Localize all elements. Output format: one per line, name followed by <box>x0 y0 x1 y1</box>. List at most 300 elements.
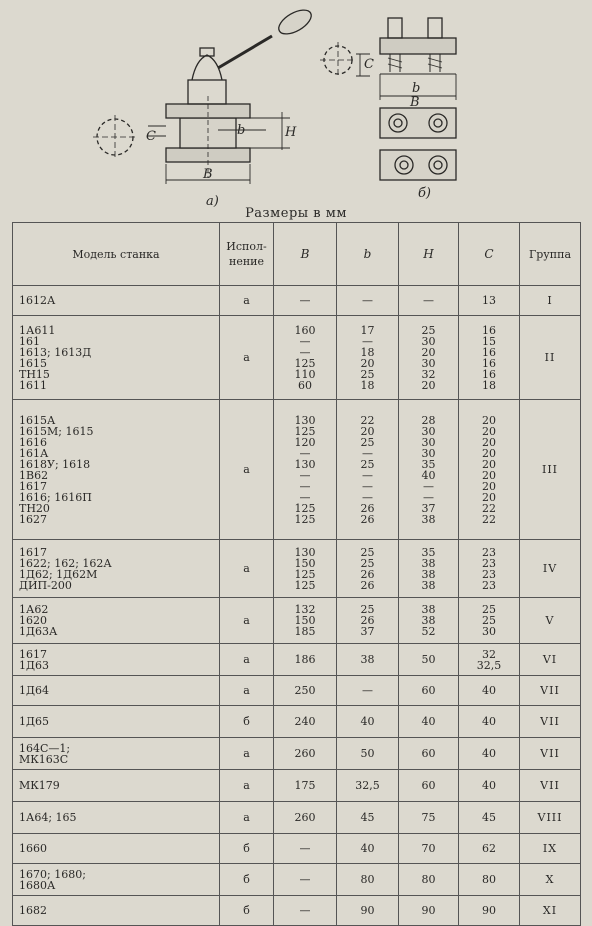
cell-model <box>13 540 220 598</box>
cell-b-value: — <box>362 479 373 493</box>
cell-b-value: 40 <box>360 842 375 855</box>
table-caption: Размеры в мм <box>245 206 347 221</box>
cell-group: IV <box>520 540 581 598</box>
header-row <box>13 223 581 286</box>
cell-C-value: 22 <box>482 501 496 515</box>
cell-model-value: 1Д63 <box>19 658 49 672</box>
cell-H-value: 38 <box>421 567 436 581</box>
dim-B-a: B <box>203 167 213 182</box>
table-row <box>13 896 581 926</box>
cell-model-value: 161А <box>19 446 49 460</box>
cell-execution: а <box>220 676 274 706</box>
table-row <box>13 400 581 540</box>
cell-H-value: 90 <box>421 904 436 917</box>
cell-C-value: 15 <box>482 334 496 348</box>
cell-b-value: 25 <box>360 367 375 381</box>
cell-execution: б <box>220 706 274 738</box>
cell-C-value: 40 <box>482 779 496 792</box>
cell-b-value: — <box>362 684 373 697</box>
cell-C <box>459 896 520 926</box>
table-row <box>13 864 581 896</box>
cell-model <box>13 864 220 896</box>
cell-B-value: — <box>299 490 311 504</box>
cell-model-value: 1Д63А <box>19 625 58 638</box>
cell-b <box>337 676 399 706</box>
cell-H-value: — <box>423 294 434 307</box>
cell-H <box>399 834 459 864</box>
cell-group: III <box>520 400 581 540</box>
dim-B-b: B <box>410 95 420 110</box>
cell-model-value: 1615А <box>19 413 56 427</box>
cell-C-value: 16 <box>482 345 496 359</box>
cell-b-value: 20 <box>360 356 375 370</box>
cell-b <box>337 598 399 644</box>
cell-H <box>399 676 459 706</box>
cell-C <box>459 286 520 316</box>
cell-model-value: 1682 <box>19 904 47 917</box>
cell-execution: а <box>220 802 274 834</box>
dim-b-b: b <box>412 81 421 96</box>
cell-b <box>337 540 399 598</box>
cell-C <box>459 676 520 706</box>
cell-b-value: 80 <box>360 873 375 886</box>
cell-C-value: 30 <box>482 625 496 638</box>
cell-C-value: 80 <box>482 873 496 886</box>
cell-H <box>399 802 459 834</box>
cell-execution: а <box>220 598 274 644</box>
cell-model <box>13 802 220 834</box>
table-row <box>13 802 581 834</box>
table-row <box>13 598 581 644</box>
cell-H <box>399 540 459 598</box>
cell-model-value: 1615 <box>19 356 47 370</box>
cell-b-value: — <box>362 468 373 482</box>
cell-C-value: 32 <box>482 647 496 661</box>
cell-H <box>399 598 459 644</box>
cell-C-value: 20 <box>482 490 496 504</box>
cell-model <box>13 400 220 540</box>
cell-H-value: 30 <box>421 424 436 438</box>
cell-model-value: 1618У; 1618 <box>19 457 91 471</box>
cell-B-value: 120 <box>294 435 316 449</box>
cell-model-value: 1617 <box>19 479 47 493</box>
cell-B <box>274 316 337 400</box>
tool-post-figure-b <box>320 18 456 180</box>
header-group: Группа <box>520 223 581 286</box>
cell-b-value: 26 <box>360 512 375 526</box>
cell-B <box>274 802 337 834</box>
cell-B-value: 125 <box>294 356 316 370</box>
cell-C-value: 23 <box>482 545 496 559</box>
cell-B <box>274 864 337 896</box>
cell-model-value: 1620 <box>19 614 47 627</box>
cell-H <box>399 400 459 540</box>
cell-H-value: 30 <box>421 435 436 449</box>
cell-C <box>459 864 520 896</box>
cell-model <box>13 706 220 738</box>
cell-b-value: 32,5 <box>355 779 380 792</box>
table-row <box>13 834 581 864</box>
cell-b <box>337 834 399 864</box>
cell-H-value: 32 <box>421 367 436 381</box>
table-row <box>13 316 581 400</box>
cell-b-value: — <box>362 294 373 307</box>
cell-b-value: 18 <box>360 378 375 392</box>
cell-C <box>459 738 520 770</box>
cell-C-value: 20 <box>482 468 496 482</box>
cell-C-value: 16 <box>482 367 496 381</box>
cell-H-value: 37 <box>421 501 436 515</box>
table-row <box>13 676 581 706</box>
cell-B-value: 130 <box>294 413 316 427</box>
cell-model-value: ТН15 <box>19 367 50 381</box>
cell-B-value: 125 <box>294 512 316 526</box>
header-B: B <box>274 223 337 286</box>
cell-group: XI <box>520 896 581 926</box>
tool-holder-drawing <box>0 0 592 205</box>
cell-model-value: 1660 <box>19 842 47 855</box>
cell-B-value: 60 <box>298 378 312 392</box>
cell-C-value: 16 <box>482 323 496 337</box>
cell-b-value: 26 <box>360 578 375 592</box>
cell-C-value: 22 <box>482 512 496 526</box>
cell-C-value: 40 <box>482 684 496 697</box>
dim-H-a: H <box>285 125 297 140</box>
cell-b <box>337 770 399 802</box>
cell-execution: а <box>220 316 274 400</box>
cell-group: V <box>520 598 581 644</box>
cell-model-value: 1680А <box>19 878 56 892</box>
cell-B <box>274 286 337 316</box>
cell-b-value: 25 <box>360 457 375 471</box>
cell-b-value: 20 <box>360 424 375 438</box>
cell-H-value: 38 <box>421 556 436 570</box>
cell-H <box>399 738 459 770</box>
dim-b-a: b <box>237 123 246 138</box>
cell-model <box>13 738 220 770</box>
cell-H-value: 40 <box>421 468 436 482</box>
cell-B-value: 175 <box>294 779 316 792</box>
cell-B-value: 130 <box>294 457 316 471</box>
cell-C-value: 20 <box>482 446 496 460</box>
cell-b-value: 26 <box>360 614 375 627</box>
table-row <box>13 540 581 598</box>
cell-H <box>399 864 459 896</box>
cell-group: IX <box>520 834 581 864</box>
cell-b <box>337 286 399 316</box>
cell-H-value: 38 <box>421 512 436 526</box>
cell-H-value: 38 <box>421 578 436 592</box>
cell-b-value: 25 <box>360 435 375 449</box>
cell-b-value: 26 <box>360 501 375 515</box>
cell-H-value: — <box>423 479 434 493</box>
table-row <box>13 644 581 676</box>
cell-execution: а <box>220 400 274 540</box>
cell-B <box>274 676 337 706</box>
cell-C-value: 90 <box>482 904 496 917</box>
cell-b-value: 37 <box>360 625 375 638</box>
cell-B <box>274 598 337 644</box>
cell-C-value: 20 <box>482 435 496 449</box>
dim-C-a: C <box>146 129 156 144</box>
cell-b <box>337 400 399 540</box>
cell-B-value: — <box>299 873 311 886</box>
table-row <box>13 706 581 738</box>
cell-B-value: — <box>299 479 311 493</box>
cell-H <box>399 706 459 738</box>
cell-execution: а <box>220 286 274 316</box>
cell-group: VII <box>520 738 581 770</box>
cell-model-value: 1Д64 <box>19 684 49 697</box>
cell-execution: б <box>220 896 274 926</box>
cell-B-value: 186 <box>294 653 316 666</box>
cell-C-value: 20 <box>482 457 496 471</box>
cell-B <box>274 896 337 926</box>
cell-model <box>13 834 220 864</box>
cell-B-value: 125 <box>294 424 316 438</box>
cell-B-value: 125 <box>294 578 316 592</box>
cell-model-value: 1А62 <box>19 603 49 616</box>
cell-C <box>459 400 520 540</box>
cell-b-value: 25 <box>360 556 375 570</box>
cell-model-value: ДИП-200 <box>19 578 72 592</box>
cell-B-value: — <box>299 446 311 460</box>
cell-B <box>274 644 337 676</box>
cell-C-value: 32,5 <box>476 658 502 672</box>
cell-H-value: 80 <box>421 873 436 886</box>
cell-H-value: 60 <box>421 747 436 760</box>
cell-B <box>274 770 337 802</box>
figure-b-label: б) <box>418 186 432 201</box>
cell-H-value: 35 <box>421 457 436 471</box>
cell-model-value: 1612А <box>19 294 56 307</box>
cell-H-value: 60 <box>421 684 436 697</box>
cell-b <box>337 802 399 834</box>
cell-B-value: 240 <box>294 715 316 728</box>
cell-C-value: 18 <box>482 378 496 392</box>
table-row <box>13 286 581 316</box>
cell-model-value: 1А64; 165 <box>19 811 77 824</box>
cell-group: VIII <box>520 802 581 834</box>
cell-C-value: 23 <box>482 578 496 592</box>
cell-model-value: 1670; 1680; <box>19 867 86 881</box>
cell-model-value: 1В62 <box>19 468 49 482</box>
cell-C-value: 20 <box>482 413 496 427</box>
cell-execution: б <box>220 864 274 896</box>
cell-H-value: 30 <box>421 356 436 370</box>
cell-b-value: 17 <box>360 323 375 337</box>
cell-B-value: 160 <box>294 323 316 337</box>
cell-H <box>399 770 459 802</box>
cell-H-value: 70 <box>421 842 436 855</box>
cell-H <box>399 644 459 676</box>
cell-model <box>13 598 220 644</box>
cell-B <box>274 706 337 738</box>
cell-group: I <box>520 286 581 316</box>
cell-model-value: 1622; 162; 162А <box>19 556 112 570</box>
cell-C-value: 13 <box>482 294 496 307</box>
cell-model-value: 1Д62; 1Д62М <box>19 567 98 581</box>
cell-model <box>13 316 220 400</box>
cell-model <box>13 644 220 676</box>
header-execution: Испол- нение <box>220 223 274 286</box>
cell-model <box>13 896 220 926</box>
table-row <box>13 738 581 770</box>
cell-H-value: 60 <box>421 779 436 792</box>
cell-group: VII <box>520 706 581 738</box>
cell-H-value: 20 <box>421 345 436 359</box>
cell-H <box>399 896 459 926</box>
cell-B-value: 185 <box>294 625 316 638</box>
cell-C-value: 62 <box>482 842 496 855</box>
cell-H-value: 75 <box>421 811 436 824</box>
cell-b <box>337 316 399 400</box>
cell-B-value: — <box>299 904 311 917</box>
cell-C-value: 40 <box>482 715 496 728</box>
cell-H-value: 38 <box>421 603 436 616</box>
cell-model <box>13 770 220 802</box>
cell-b-value: 18 <box>360 345 375 359</box>
cell-B-value: — <box>299 294 311 307</box>
cell-C-value: 45 <box>482 811 496 824</box>
cell-model <box>13 286 220 316</box>
cell-model-value: 1616 <box>19 435 47 449</box>
cell-b-value: 25 <box>360 545 375 559</box>
cell-model-value: 1Д65 <box>19 715 49 728</box>
cell-H-value: 28 <box>421 413 436 427</box>
cell-model-value: 1627 <box>19 512 47 526</box>
tool-post-figure-a <box>93 5 315 184</box>
cell-model-value: 1613; 1613Д <box>19 345 92 359</box>
cell-B-value: — <box>299 468 311 482</box>
cell-model-value: МК163С <box>19 752 69 766</box>
cell-C <box>459 644 520 676</box>
cell-B-value: 150 <box>294 556 316 570</box>
cell-B-value: 250 <box>294 684 316 697</box>
cell-H-value: 35 <box>421 545 436 559</box>
cell-model-value: 1611 <box>19 378 47 392</box>
cell-model-value: МК179 <box>19 779 60 792</box>
cell-model-value: 161 <box>19 334 40 348</box>
cell-B <box>274 738 337 770</box>
cell-group: VI <box>520 644 581 676</box>
cell-model-value: ТН20 <box>19 501 50 515</box>
cell-H-value: 30 <box>421 446 436 460</box>
cell-C-value: 25 <box>482 603 496 616</box>
cell-H-value: 25 <box>421 323 436 337</box>
cell-b <box>337 896 399 926</box>
cell-execution: б <box>220 834 274 864</box>
cell-b-value: 50 <box>360 747 375 760</box>
cell-B-value: 130 <box>294 545 316 559</box>
figure-a-label: а) <box>206 194 219 209</box>
cell-model-value: 1615М; 1615 <box>19 424 94 438</box>
cell-b-value: 38 <box>360 653 375 666</box>
cell-b-value: — <box>362 334 373 348</box>
header-model: Модель станка <box>13 223 220 286</box>
cell-model-value: 1616; 1616П <box>19 490 92 504</box>
cell-C-value: 23 <box>482 556 496 570</box>
cell-C <box>459 598 520 644</box>
cell-C-value: 20 <box>482 424 496 438</box>
cell-model-value: 1А611 <box>19 323 56 337</box>
cell-model <box>13 676 220 706</box>
cell-group: II <box>520 316 581 400</box>
cell-b-value: — <box>362 446 373 460</box>
cell-B-value: 132 <box>294 603 316 616</box>
cell-B-value: — <box>299 842 311 855</box>
cell-C-value: 23 <box>482 567 496 581</box>
cell-execution: а <box>220 540 274 598</box>
cell-C <box>459 770 520 802</box>
cell-execution: а <box>220 738 274 770</box>
cell-C <box>459 802 520 834</box>
table-row <box>13 770 581 802</box>
cell-b-value: 45 <box>360 811 375 824</box>
cell-H <box>399 286 459 316</box>
cell-C <box>459 316 520 400</box>
cell-C-value: 16 <box>482 356 496 370</box>
cell-group: VII <box>520 770 581 802</box>
cell-B-value: 260 <box>294 811 316 824</box>
tool-holder-figures <box>0 0 592 209</box>
cell-B-value: 260 <box>294 747 316 760</box>
cell-execution: а <box>220 770 274 802</box>
cell-execution: а <box>220 644 274 676</box>
cell-C <box>459 834 520 864</box>
cell-b <box>337 864 399 896</box>
cell-B-value: — <box>299 345 311 359</box>
cell-C <box>459 706 520 738</box>
cell-H-value: 38 <box>421 614 436 627</box>
cell-b-value: 26 <box>360 567 375 581</box>
header-C: C <box>459 223 520 286</box>
cell-b-value: 25 <box>360 603 375 616</box>
cell-b-value: 22 <box>360 413 375 427</box>
cell-H-value: 52 <box>421 625 436 638</box>
cell-B <box>274 400 337 540</box>
cell-B <box>274 540 337 598</box>
header-H: H <box>399 223 459 286</box>
cell-H-value: 30 <box>421 334 436 348</box>
cell-b-value: 40 <box>360 715 375 728</box>
cell-group: VII <box>520 676 581 706</box>
cell-C-value: 25 <box>482 614 496 627</box>
dimensions-table <box>12 222 581 926</box>
cell-b <box>337 706 399 738</box>
cell-C <box>459 540 520 598</box>
cell-model-value: 1617 <box>19 545 47 559</box>
cell-b <box>337 738 399 770</box>
cell-C-value: 20 <box>482 479 496 493</box>
cell-group: X <box>520 864 581 896</box>
cell-H <box>399 316 459 400</box>
cell-model-value: 1617 <box>19 647 47 661</box>
cell-C-value: 40 <box>482 747 496 760</box>
cell-model-value: 164С—1; <box>19 741 71 755</box>
cell-B <box>274 834 337 864</box>
cell-b-value: — <box>362 490 373 504</box>
cell-b-value: 90 <box>360 904 375 917</box>
cell-B-value: 125 <box>294 501 316 515</box>
cell-B-value: 110 <box>294 367 316 381</box>
cell-H-value: 40 <box>421 715 436 728</box>
cell-B-value: 125 <box>294 567 316 581</box>
cell-B-value: 150 <box>294 614 316 627</box>
cell-H-value: 50 <box>421 653 436 666</box>
cell-H-value: 20 <box>421 378 436 392</box>
dim-C-b: C <box>364 57 374 72</box>
